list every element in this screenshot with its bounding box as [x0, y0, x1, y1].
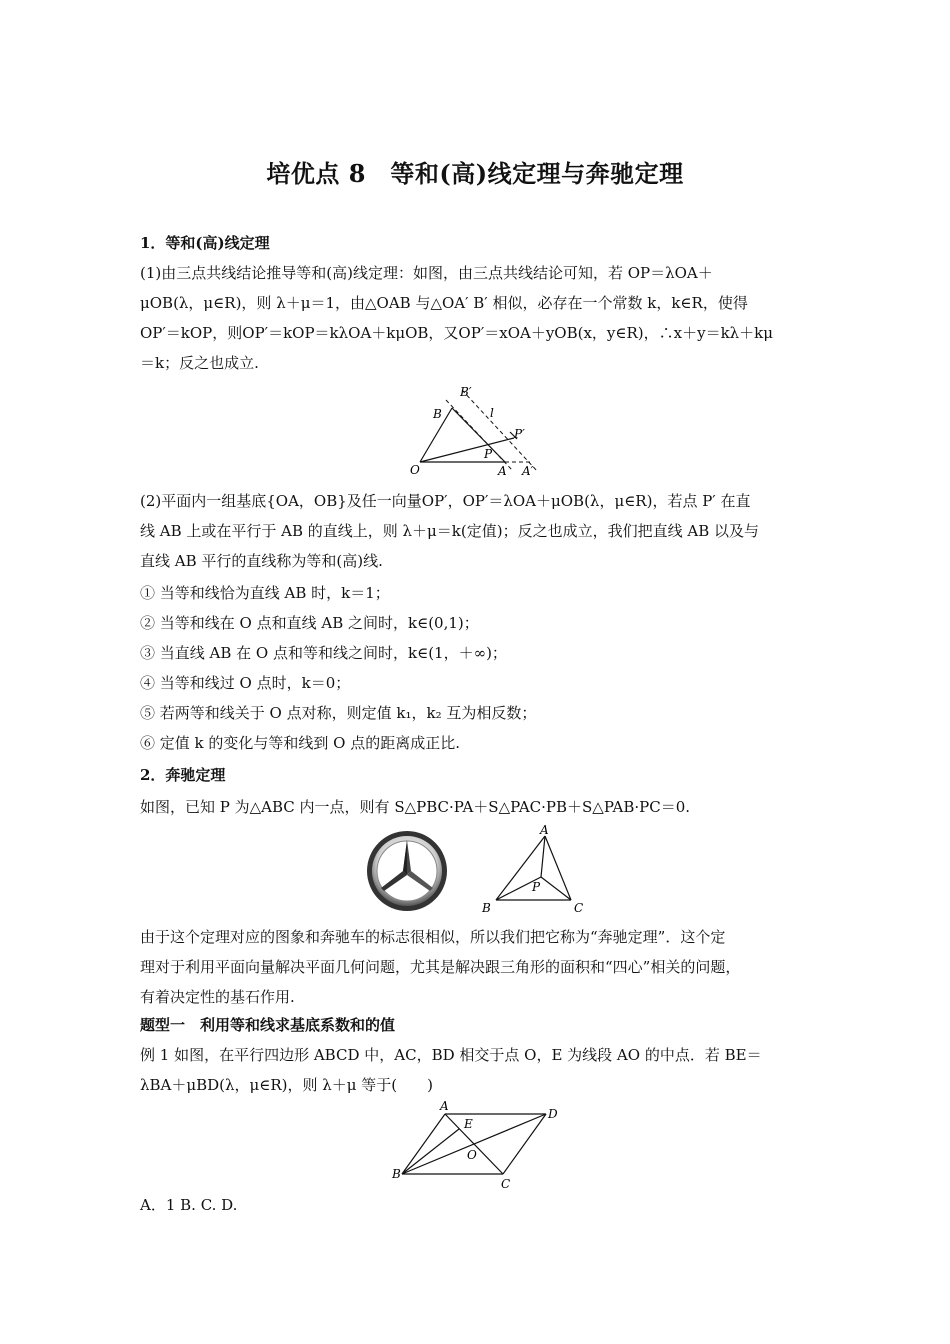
figure3-label-a: A: [440, 1099, 449, 1113]
paragraph-line: μOB(λ，μ∈R)，则 λ＋μ＝1，由△OAB 与△OA′ B′ 相似，必存在一个常数 k，k∈R，使得: [140, 294, 748, 312]
example-line: 例 1 如图，在平行四边形 ABCD 中，AC，BD 相交于点 O，E 为线段 AO 的中点．若 BE＝: [140, 1046, 762, 1064]
paragraph-line: 直线 AB 平行的直线称为等和(高)线.: [140, 552, 383, 570]
list-item: ③ 当直线 AB 在 O 点和等和线之间时，k∈(1，＋∞)；: [140, 644, 507, 662]
figure2-label-a: A: [540, 823, 549, 837]
figure1-label-p: P: [484, 447, 493, 461]
figure2-label-p: P: [532, 880, 541, 894]
figure-parallelogram: [388, 1098, 568, 1188]
figure3-label-c: C: [501, 1177, 511, 1188]
figure-equal-sum-lines: [400, 382, 550, 477]
paragraph-line: (1)由三点共线结论推导等和(高)线定理：如图，由三点共线结论可知，若 OP＝λOA＋: [140, 264, 713, 282]
list-item: ④ 当等和线过 O 点时，k＝0；: [140, 674, 351, 692]
figure3-label-o: O: [467, 1148, 477, 1162]
figure2-label-c: C: [574, 901, 584, 915]
list-item: ⑤ 若两等和线关于 O 点对称，则定值 k₁，k₂ 互为相反数；: [140, 704, 537, 722]
paragraph-line: OP′＝kOP，则OP′＝kOP＝kλOA＋kμOB，又OP′＝xOA＋yOB(x，y∈R)，∴x＋y＝kλ＋kμ: [140, 324, 774, 342]
paragraph-line: 理对于利用平面向量解决平面几何问题，尤其是解决跟三角形的面积和“四心”相关的问题，: [140, 958, 741, 976]
figure1-label-aprime: A′: [522, 464, 534, 477]
figure-benz-triangle: [478, 822, 588, 918]
paragraph-line: ＝k；反之也成立.: [140, 354, 259, 372]
paragraph-line: 由于这个定理对应的图象和奔驰车的标志很相似，所以我们把它称为“奔驰定理”．这个定: [140, 928, 726, 946]
page-title: 培优点 8 等和(高)线定理与奔驰定理: [266, 159, 684, 188]
figure1-label-b: B: [433, 407, 442, 421]
figure1-label-bprime: B′: [460, 385, 472, 399]
paragraph-line: 有着决定性的基石作用.: [140, 988, 295, 1006]
answer-options: A．1 B. C. D.: [140, 1196, 238, 1214]
figure3-label-d: D: [548, 1107, 558, 1121]
figure1-label-o: O: [410, 463, 420, 477]
section1-heading: 1．等和(高)线定理: [140, 234, 270, 252]
figure2-label-b: B: [482, 901, 491, 915]
figure1-label-a: A: [498, 464, 507, 477]
list-item: ① 当等和线恰为直线 AB 时，k＝1；: [140, 584, 390, 602]
figure1-label-pprime: P′: [514, 427, 525, 441]
figure3-label-e: E: [464, 1117, 473, 1131]
paragraph-line: 如图，已知 P 为△ABC 内一点，则有 S△PBC·PA＋S△PAC·PB＋S△PAB·PC＝0.: [140, 798, 691, 816]
example-line: λBA＋μBD(λ，μ∈R)，则 λ＋μ 等于( ): [140, 1076, 434, 1094]
paragraph-line: 线 AB 上或在平行于 AB 的直线上，则 λ＋μ＝k(定值)；反之也成立，我们把直线 AB 以及与: [140, 522, 759, 540]
list-item: ② 当等和线在 O 点和直线 AB 之间时，k∈(0,1)；: [140, 614, 479, 632]
figure3-label-b: B: [392, 1167, 401, 1181]
section2-heading: 2．奔驰定理: [140, 766, 226, 784]
mercedes-logo-image: [362, 828, 452, 914]
figure1-label-l: l: [490, 406, 494, 420]
type1-heading: 题型一 利用等和线求基底系数和的值: [140, 1016, 396, 1034]
paragraph-line: (2)平面内一组基底{OA，OB}及任一向量OP′，OP′＝λOA＋μOB(λ，μ∈R)，若点 P′ 在直: [140, 492, 751, 510]
list-item: ⑥ 定值 k 的变化与等和线到 O 点的距离成正比.: [140, 734, 460, 752]
